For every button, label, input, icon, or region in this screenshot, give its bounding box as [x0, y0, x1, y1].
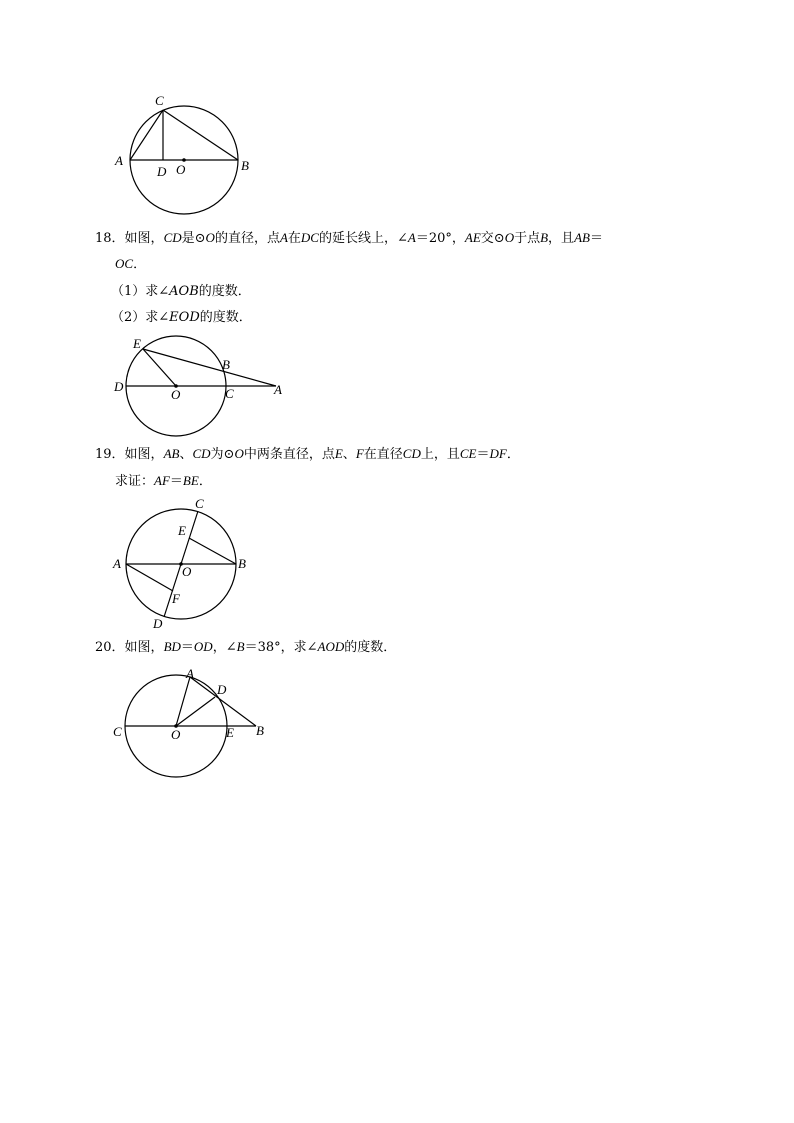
- q18-text: ＝20°，: [415, 231, 465, 246]
- q18-var: OC: [115, 256, 134, 271]
- q19-text: 为⊙: [210, 447, 235, 462]
- q19-var: BE: [182, 473, 199, 488]
- q18-var: AB: [574, 230, 590, 245]
- q19-var: DF: [489, 446, 507, 461]
- label-c: C: [155, 93, 164, 108]
- label-c: C: [195, 496, 204, 511]
- q19-text: 求证：: [115, 474, 155, 489]
- q19-var: AF: [154, 473, 170, 488]
- q18-sub-text: 的度数．: [198, 284, 251, 299]
- label-b: B: [238, 556, 246, 571]
- q19-var: CD: [402, 446, 421, 461]
- q20-text: ＝: [180, 640, 194, 655]
- label-d: D: [153, 616, 163, 631]
- q19-var: E: [334, 446, 343, 461]
- segment-od: [176, 697, 215, 726]
- q18-sub-text: （2）求∠: [111, 310, 170, 325]
- q18-sub-text: （1）求∠: [111, 284, 170, 299]
- q19-var: CD: [192, 446, 211, 461]
- q19-var: AB: [163, 446, 180, 461]
- q18-text: 在: [287, 231, 301, 246]
- label-o: O: [182, 564, 192, 579]
- q19-text: ＝: [169, 474, 183, 489]
- label-d: D: [114, 379, 124, 394]
- q18-text: 如图，: [124, 231, 164, 246]
- q18-var: O: [205, 230, 215, 245]
- q18-number: 18．: [95, 231, 125, 246]
- label-a: A: [186, 666, 194, 681]
- q18-text: 的延长线上，∠: [318, 231, 408, 246]
- q19-text: 如图，: [124, 447, 164, 462]
- q19-text: ＝: [476, 447, 490, 462]
- q18-text: ．: [133, 257, 147, 272]
- q18-sub-var: EOD: [169, 310, 200, 325]
- label-c: C: [113, 724, 122, 739]
- label-b: B: [256, 723, 264, 738]
- q18-text: 交⊙: [480, 231, 505, 246]
- q18-var: DC: [300, 230, 319, 245]
- q18-var: A: [407, 230, 416, 245]
- q19-var: F: [355, 446, 364, 461]
- label-e: E: [178, 523, 186, 538]
- q18-sub-text: 的度数．: [199, 310, 252, 325]
- label-c: C: [225, 386, 234, 401]
- q18-var: B: [540, 230, 549, 245]
- q18-text: 的直径，点: [214, 231, 280, 246]
- q20-text: ＝38°，求∠: [244, 640, 318, 655]
- q19-text: 中两条直径，点: [243, 447, 335, 462]
- q20-text: 的度数．: [344, 640, 397, 655]
- label-o: O: [176, 162, 186, 177]
- q20-var: B: [236, 639, 245, 654]
- q18-sub-var: AOB: [169, 284, 199, 299]
- label-f: F: [172, 591, 180, 606]
- label-o: O: [171, 387, 181, 402]
- q19-text: 在直径: [363, 447, 403, 462]
- label-e: E: [133, 336, 141, 351]
- q20-text: 如图，: [124, 640, 164, 655]
- label-b: B: [222, 357, 230, 372]
- q18-var: A: [279, 230, 288, 245]
- q20-text: ，∠: [212, 640, 237, 655]
- q18-text: 是: [181, 231, 195, 246]
- q19-var: CE: [459, 446, 477, 461]
- q18-var: AE: [464, 230, 481, 245]
- q19-text: ．: [506, 447, 520, 462]
- q18-text: ＝: [589, 231, 603, 246]
- q18-var: O: [504, 230, 515, 245]
- label-a: A: [115, 153, 123, 168]
- label-e: E: [226, 725, 234, 740]
- label-a: A: [113, 556, 121, 571]
- q19-var: O: [234, 446, 244, 461]
- q19-text: 、: [342, 447, 356, 462]
- label-d: D: [157, 164, 167, 179]
- label-d: D: [217, 682, 227, 697]
- q20-var: OD: [193, 639, 213, 654]
- q18-text: 于点: [514, 231, 541, 246]
- circle-symbol: ⊙: [194, 231, 206, 246]
- q19-text: 、: [179, 447, 193, 462]
- q18-var: CD: [163, 230, 182, 245]
- label-o: O: [171, 727, 181, 742]
- q20-var: AOD: [317, 639, 345, 654]
- segment-oa: [176, 677, 190, 726]
- label-a: A: [274, 382, 282, 397]
- q20-var: BD: [163, 639, 181, 654]
- q19-number: 19．: [95, 447, 125, 462]
- q19-text: 上，且: [420, 447, 460, 462]
- q18-text: ，且: [548, 231, 575, 246]
- q20-number: 20．: [95, 640, 125, 655]
- label-b: B: [241, 158, 249, 173]
- q19-text: ．: [198, 474, 212, 489]
